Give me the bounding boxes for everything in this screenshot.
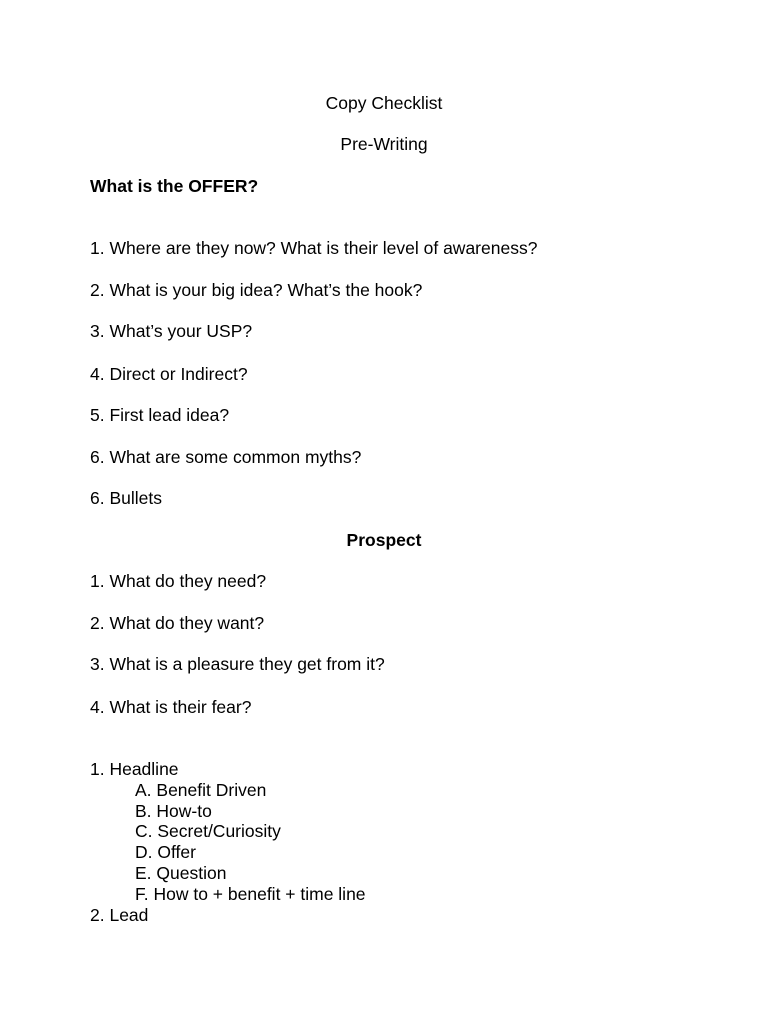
prospect-item: 4. What is their fear? (90, 697, 252, 717)
offer-item: 6. Bullets (90, 488, 162, 508)
offer-item: 1. Where are they now? What is their level of awareness? (90, 238, 538, 258)
offer-item: 3. What’s your USP? (90, 321, 253, 341)
document-title: Copy Checklist (325, 93, 443, 113)
offer-item: 4. Direct or Indirect? (90, 364, 248, 384)
offer-item: 5. First lead idea? (90, 405, 230, 425)
headline-subitem: B. How-to (135, 801, 212, 821)
headline-subitem: D. Offer (135, 842, 196, 862)
headline-subitem: A. Benefit Driven (135, 780, 267, 800)
prospect-heading: Prospect (346, 530, 422, 550)
prospect-item: 1. What do they need? (90, 571, 267, 591)
prospect-item: 3. What is a pleasure they get from it? (90, 654, 385, 674)
headline-subitem: F. How to + benefit + time line (135, 884, 366, 904)
prospect-item: 2. What do they want? (90, 613, 265, 633)
document-subtitle: Pre-Writing (340, 134, 428, 154)
offer-heading: What is the OFFER? (90, 176, 259, 196)
headline-subitem: E. Question (135, 863, 227, 883)
headline-subitem: C. Secret/Curiosity (135, 821, 281, 841)
offer-item: 6. What are some common myths? (90, 447, 362, 467)
outline-item-headline: 1. Headline (90, 759, 179, 779)
outline-item-lead: 2. Lead (90, 905, 149, 925)
offer-item: 2. What is your big idea? What’s the hook? (90, 280, 423, 300)
